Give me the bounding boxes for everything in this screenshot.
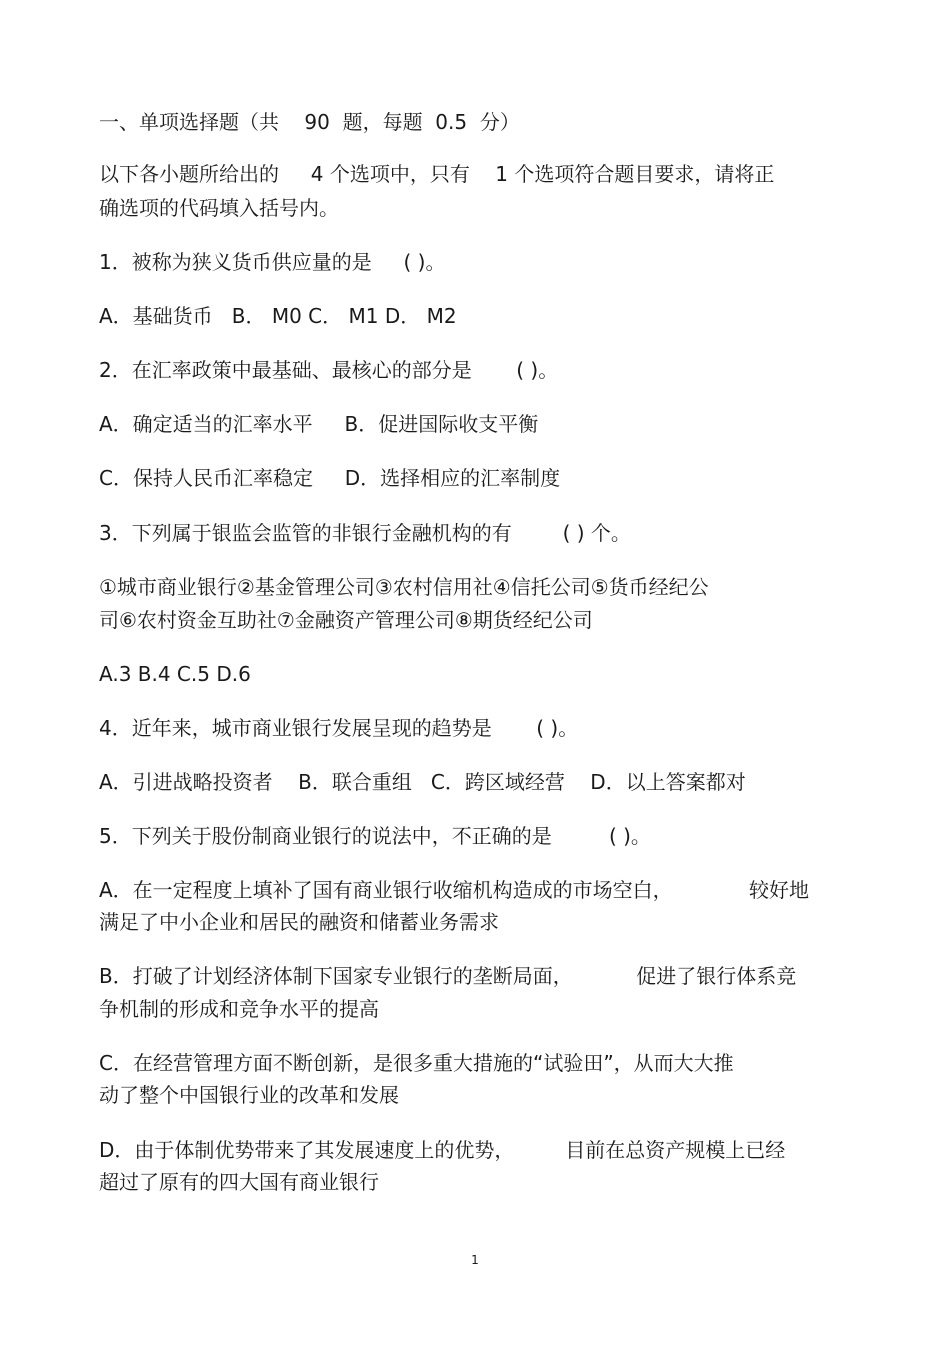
question-3-options: A.3 B.4 C.5 D.6: [99, 662, 251, 686]
question-1-options: A．基础货币 B． M0 C． M1 D． M2: [99, 304, 457, 328]
question-5-option-b-line-2: 争机制的形成和竞争水平的提高: [99, 997, 379, 1021]
section-title: 一、单项选择题（共 90 题，每题 0.5 分）: [99, 110, 520, 134]
question-5-stem: 5．下列关于股份制商业银行的说法中，不正确的是 ( )。: [99, 824, 651, 848]
question-5-option-d-line-1: D．由于体制优势带来了其发展速度上的优势， 目前在总资产规模上已经: [99, 1138, 786, 1162]
question-2-stem: 2．在汇率政策中最基础、最核心的部分是 ( )。: [99, 358, 559, 382]
question-1-stem: 1．被称为狭义货币供应量的是 ( )。: [99, 250, 446, 274]
question-3-stem-line-2: ①城市商业银行②基金管理公司③农村信用社④信托公司⑤货币经纪公: [99, 575, 709, 599]
question-2-options-line-1: A．确定适当的汇率水平 B．促进国际收支平衡: [99, 412, 539, 436]
page-number: 1: [471, 1253, 479, 1267]
question-3-stem: 3．下列属于银监会监管的非银行金融机构的有 ( ) 个。: [99, 521, 631, 545]
question-5-option-a-line-1: A．在一定程度上填补了国有商业银行收缩机构造成的市场空白， 较好地: [99, 878, 809, 902]
instructions-line-2: 确选项的代码填入括号内。: [99, 196, 339, 220]
instructions-line-1: 以下各小题所给出的 4 个选项中，只有 1 个选项符合题目要求，请将正: [99, 162, 775, 186]
question-4-stem: 4．近年来，城市商业银行发展呈现的趋势是 ( )。: [99, 716, 579, 740]
question-5-option-a-line-2: 满足了中小企业和居民的融资和储蓄业务需求: [99, 910, 499, 934]
question-5-option-d-line-2: 超过了原有的四大国有商业银行: [99, 1170, 379, 1194]
question-2-options-line-2: C．保持人民币汇率稳定 D．选择相应的汇率制度: [99, 466, 561, 490]
question-5-option-c-line-1: C．在经营管理方面不断创新，是很多重大措施的“试验田”，从而大大推: [99, 1051, 734, 1075]
question-3-stem-line-3: 司⑥农村资金互助社⑦金融资产管理公司⑧期货经纪公司: [99, 608, 593, 632]
question-5-option-c-line-2: 动了整个中国银行业的改革和发展: [99, 1083, 399, 1107]
question-4-options: A．引进战略投资者 B．联合重组 C．跨区域经营 D．以上答案都对: [99, 770, 746, 794]
question-5-option-b-line-1: B．打破了计划经济体制下国家专业银行的垄断局面， 促进了银行体系竞: [99, 964, 797, 988]
